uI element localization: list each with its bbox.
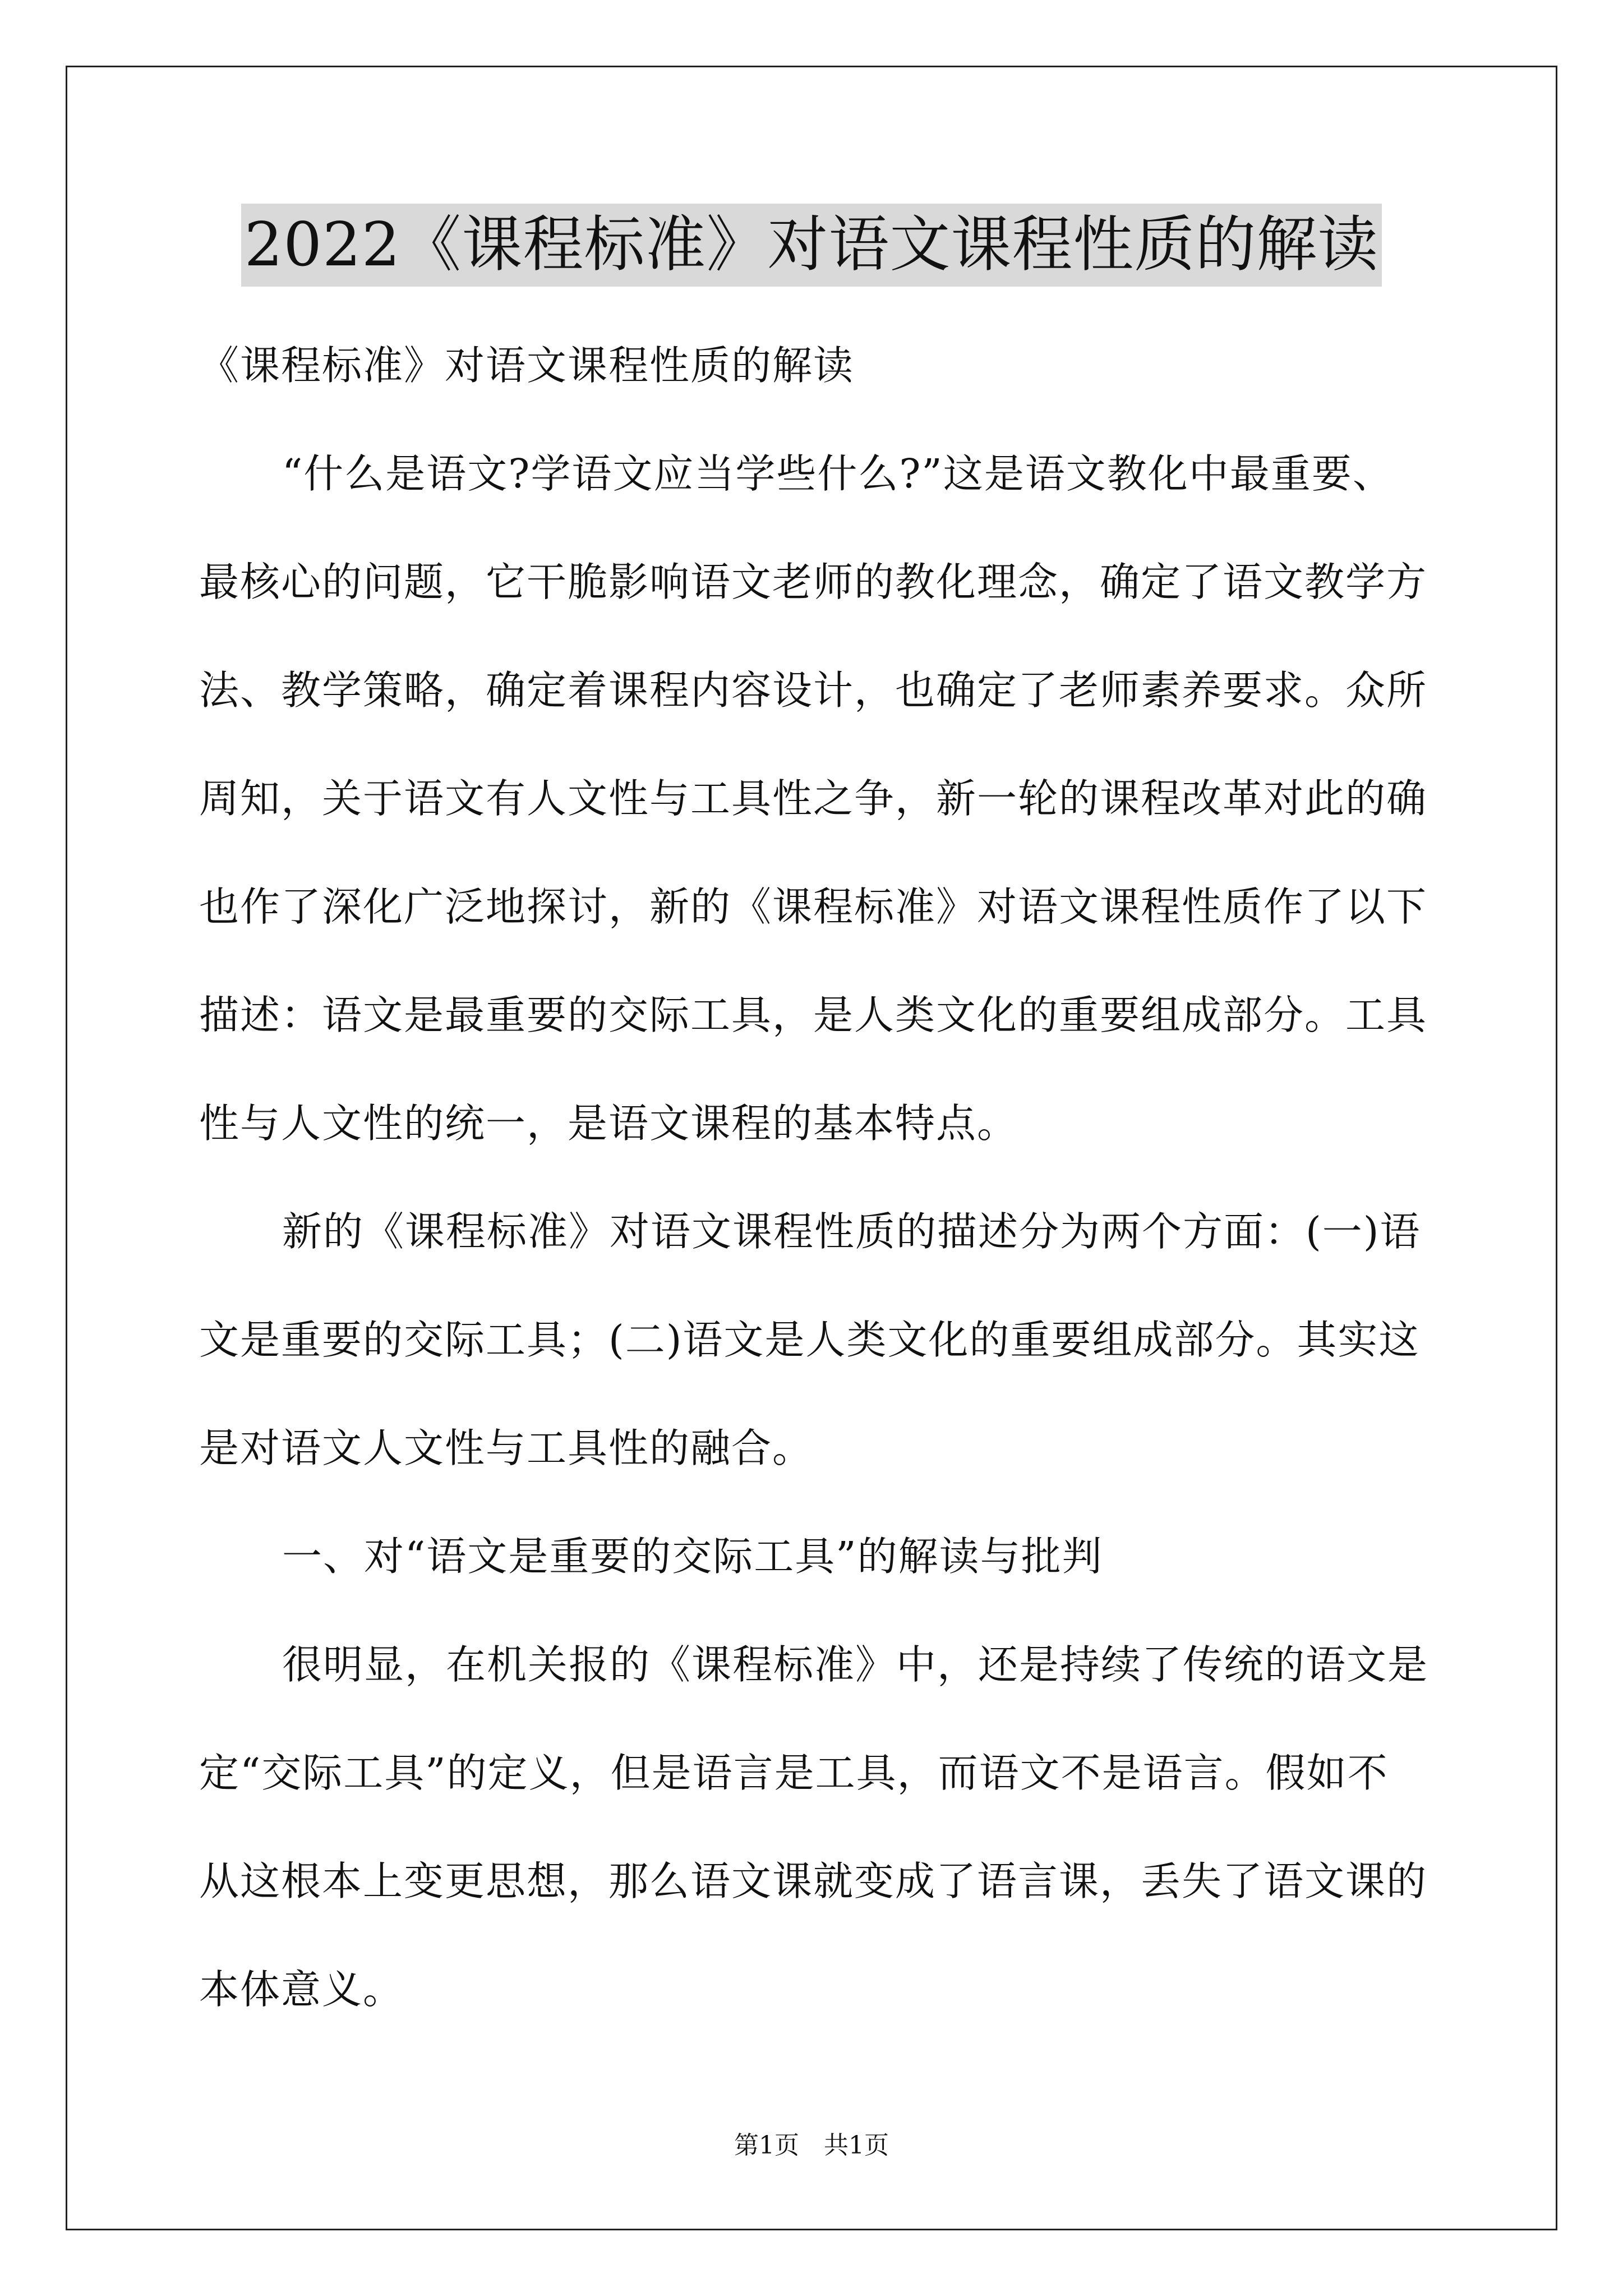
subtitle-line: 《课程标准》对语文课程性质的解读 — [199, 342, 855, 389]
page-number: 第1页 共1页 — [734, 2131, 889, 2160]
body-line-1: “什么是语文?学语文应当学些什么?”这是语文教化中最重要、 — [282, 450, 1394, 497]
body-line-4: 周知，关于语文有人文性与工具性之争，新一轮的课程改革对此的确 — [199, 775, 1428, 822]
body-line-5: 也作了深化广泛地探讨，新的《课程标准》对语文课程性质作了以下 — [199, 884, 1428, 930]
body-line-10: 是对语文人文性与工具性的融合。 — [199, 1425, 814, 1471]
body-line-6: 描述：语文是最重要的交际工具，是人类文化的重要组成部分。工具 — [199, 992, 1428, 1038]
body-line-9: 文是重要的交际工具；(二)语文是人类文化的重要组成部分。其实这 — [199, 1317, 1420, 1363]
body-line-2: 最核心的问题，它干脆影响语文老师的教化理念，确定了语文教学方 — [199, 559, 1428, 605]
section-heading: 一、对“语文是重要的交际工具”的解读与批判 — [282, 1533, 1103, 1580]
body-line-14: 从这根本上变更思想，那么语文课就变成了语言课，丢失了语文课的 — [199, 1858, 1428, 1904]
body-line-13: 定“交际工具”的定义，但是语言是工具，而语文不是语言。假如不 — [199, 1750, 1389, 1796]
document-body — [199, 311, 1430, 2044]
body-line-8: 新的《课程标准》对语文课程性质的描述分为两个方面：(一)语 — [282, 1208, 1421, 1255]
body-line-12: 很明显，在机关报的《课程标准》中，还是持续了传统的语文是 — [282, 1641, 1429, 1688]
document-title: 2022《课程标准》对语文课程性质的解读 — [241, 204, 1382, 287]
body-line-7: 性与人文性的统一，是语文课程的基本特点。 — [199, 1100, 1018, 1147]
body-line-3: 法、教学策略，确定着课程内容设计，也确定了老师素养要求。众所 — [199, 667, 1428, 714]
title-container — [0, 204, 1623, 287]
body-line-15: 本体意义。 — [199, 1966, 404, 2013]
